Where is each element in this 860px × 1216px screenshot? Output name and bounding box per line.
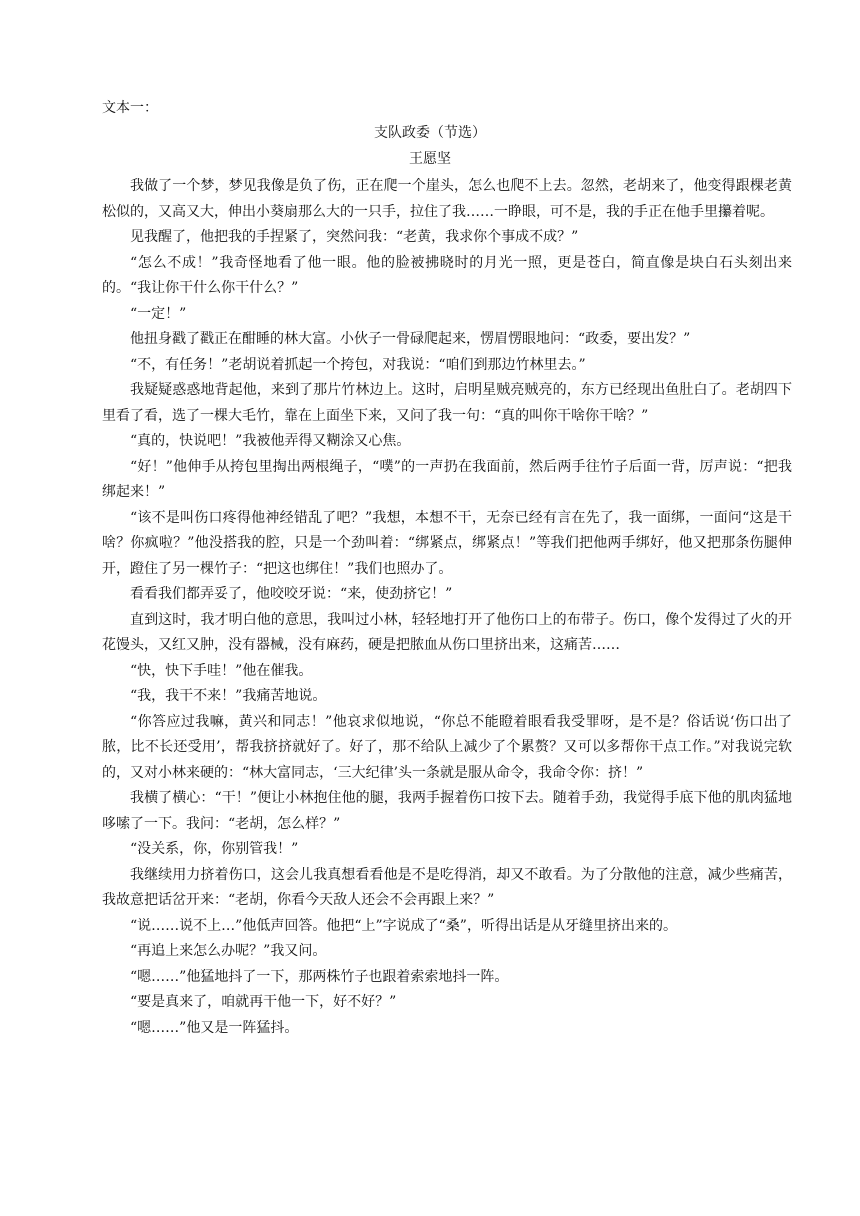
paragraph: “快，快下手哇！”他在催我。 [130,662,313,679]
paragraph: “好！”他伸手从挎包里掏出两根绳子，“噗”的一声扔在我面前，然后两手往竹子后面一背，厉声说：“把我绑起来！” [102,458,792,500]
paragraph: “怎么不成！”我奇怪地看了他一眼。他的脸被拂晓时的月光一照，更是苍白，简直像是块白石头刻出来的。“我让你干什么你干什么？” [102,254,792,296]
paragraph: 直到这时，我才明白他的意思，我叫过小林，轻轻地打开了他伤口上的布带子。伤口，像个发得过了火的开花馒头，又红又肿，没有器械，没有麻药，硬是把脓血从伤口里挤出来，这痛苦…… [102,611,792,653]
paragraph: “你答应过我嘛，黄兴和同志！”他哀求似地说，“你总不能瞪着眼看我受罪呀，是不是？俗话说‘伤口出了脓，比不长还受用’，帮我挤挤就好了。好了，那不给队上减少了个累赘？又可以多帮你干点工作。”对我说完软的，又对小林来硬的：“林大富同志，‘三大纪律’头一条就是服从命令，我命令你：挤！” [102,713,792,781]
paragraph: “我，我干不来！”我痛苦地说。 [130,688,327,704]
paragraph: “一定！” [130,305,187,322]
paragraph: 见我醒了，他把我的手捏紧了，突然问我：“老黄，我求你个事成不成？” [130,229,579,245]
paragraph: “要是真来了，咱就再干他一下，好不好？” [130,994,397,1010]
article-author: 王愿坚 [409,151,451,167]
paragraph: “真的，快说吧！”我被他弄得又糊涂又心焦。 [130,433,411,449]
paragraph: “嗯……”他猛地抖了一下，那两株竹子也跟着索索地抖一阵。 [130,968,509,985]
paragraph: “该不是叫伤口疼得他神经错乱了吧？”我想，本想不干，无奈已经有言在先了，我一面绑，一面问“这是干啥？你疯啦？”他没搭我的腔，只是一个劲叫着：“绑紧点，绑紧点！”等我们把他两手绑好，他又把那条伤腿伸开，蹬住了另一棵竹子：“把这也绑住！”我们也照办了。 [102,509,792,577]
paragraph: 他扭身戳了戳正在酣睡的林大富。小伙子一骨碌爬起来，愣眉愣眼地问：“政委，要出发？” [130,331,691,347]
paragraph: “再追上来怎么办呢？”我又问。 [130,943,327,959]
paragraph: “不，有任务！”老胡说着抓起一个挎包，对我说：“咱们到那边竹林里去。” [130,356,586,373]
paragraph: 我横了横心：“干！”便让小林抱住他的腿，我两手握着伤口按下去。随着手劲，我觉得手底下他的肌肉猛地哆嗦了一下。我问：“老胡，怎么样？” [102,790,792,832]
paragraph: 我疑疑惑惑地背起他，来到了那片竹林边上。这时，启明星贼亮贼亮的，东方已经现出鱼肚白了。老胡四下里看了看，选了一棵大毛竹，靠在上面坐下来，又问了我一句：“真的叫你干啥你干啥？” [102,382,792,424]
paragraph: 我继续用力挤着伤口，这会儿我真想看看他是不是吃得消，却又不敢看。为了分散他的注意，减少些痛苦，我故意把话岔开来：“老胡，你看今天敌人还会不会再跟上来？” [102,866,792,908]
paragraph: 我做了一个梦，梦见我像是负了伤，正在爬一个崖头，怎么也爬不上去。忽然，老胡来了，他变得跟棵老黄松似的，又高又大，伸出小葵扇那么大的一只手，拉住了我……一睁眼，可不是，我的手正在他手里攥着呢。 [102,178,792,220]
paragraph: “嗯……”他又是一阵猛抖。 [130,1019,299,1036]
article-title: 支队政委（节选） [374,125,486,141]
paragraph: “说……说不上…”他低声回答。他把“上”字说成了“桑”，听得出话是从牙缝里挤出来的。 [130,917,677,934]
section-label: 文本一： [102,100,158,116]
article-body [102,174,792,1041]
paragraph: 看看我们都弄妥了，他咬咬牙说：“来，使劲挤它！” [130,586,453,602]
paragraph: “没关系，你，你别管我！” [130,841,299,857]
